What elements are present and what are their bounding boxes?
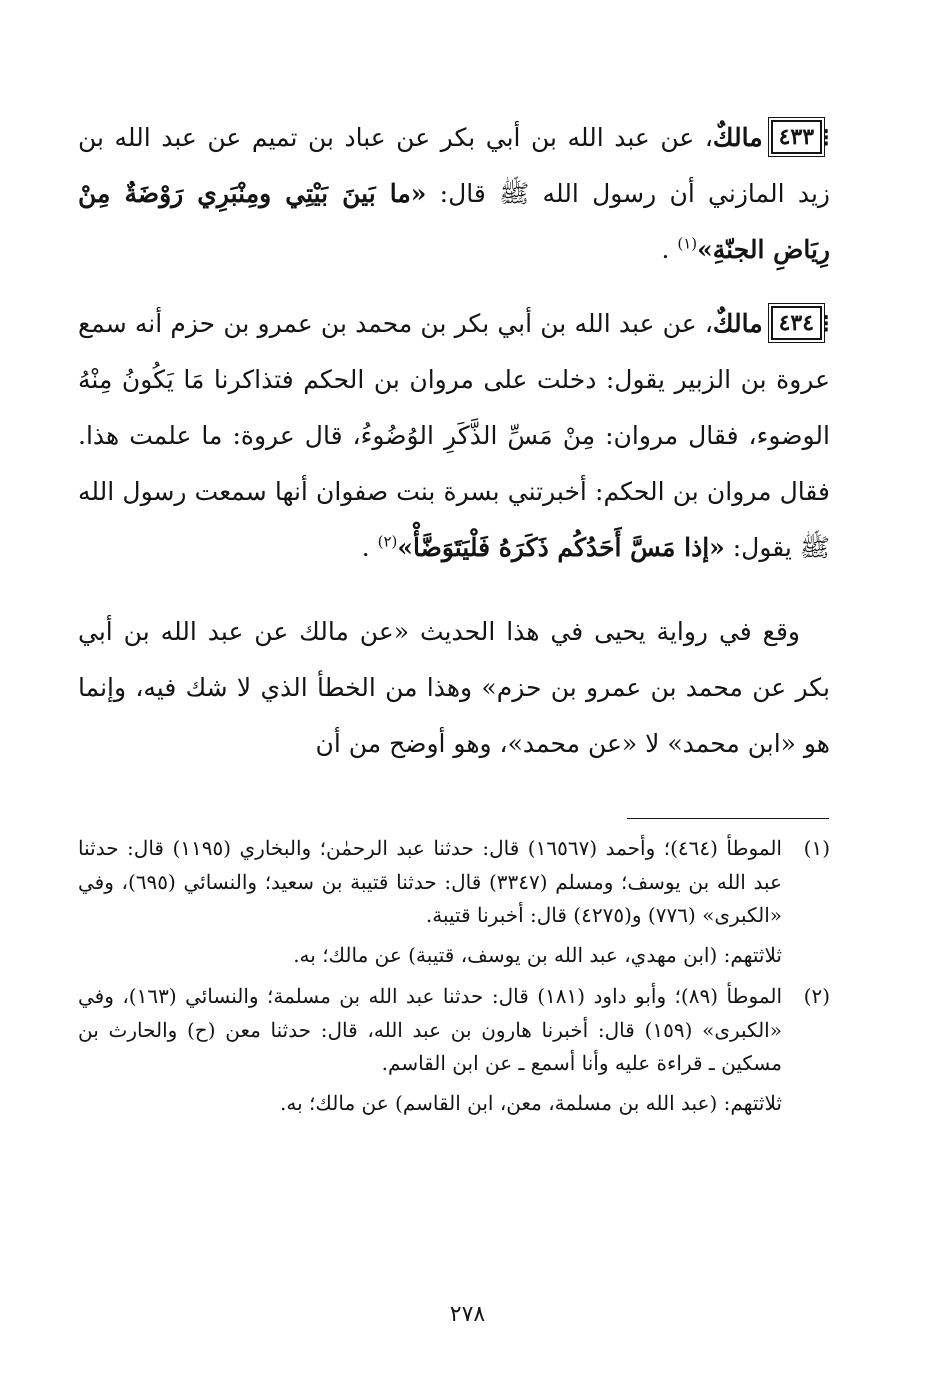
main-text <box>78 110 830 772</box>
commentary-paragraph: وقع في رواية يحيى في هذا الحديث «عن مالك عن عبد الله بن أبي بكر عن محمد بن عمرو بن حزم» وهذا من الخطأ الذي لا شك فيه، وإنما هو «ابن محمد» لا «عن محمد»، وهو أوضح من أن <box>78 617 830 758</box>
ornament-icon: ⁝ <box>822 123 830 152</box>
hadith-quote: «ما بَينَ بَيْتِي ومِنْبَرِي رَوْضَةٌ مِنْ رِيَاضِ الجنّةِ» <box>78 179 830 264</box>
footnote-text: الموطأ (٤٦٤)؛ وأحمد (١٦٥٦٧) قال: حدثنا عبد الرحمٰن؛ والبخاري (١١٩٥) قال: حدثنا عبد الله بن يوسف؛ ومسلم (٣٣٤٧) قال: حدثنا قتيبة بن سعيد؛ والنسائي (٦٩٥)، وفي «الكبرى» (٧٧٦) و(٤٢٧٥) قال: أخبرنا قتيبة. <box>78 836 782 927</box>
period: . <box>361 533 370 562</box>
narrator-name: مالكٌ <box>712 309 763 338</box>
hadith-433 <box>78 110 830 278</box>
hadith-number: ٤٣٣ <box>771 120 822 154</box>
ornament-icon: ⁝ <box>822 309 830 338</box>
narrator-name: مالكٌ <box>712 123 763 152</box>
footnote-number: (١) <box>803 836 830 860</box>
period: . <box>661 235 670 264</box>
footnote-summary: ثلاثتهم: (ابن مهدي، عبد الله بن يوسف، قتيبة) عن مالك؛ به. <box>293 942 782 967</box>
hadith-434 <box>78 296 830 576</box>
page-number: ٢٧٨ <box>449 1302 486 1327</box>
footnote-divider <box>627 818 829 819</box>
footnote-2 <box>78 980 830 1120</box>
footnote-ref[interactable]: (٢) <box>377 532 398 551</box>
hadith-text: ، عن عبد الله بن أبي بكر بن محمد بن عمرو بن حزم أنه سمع عروة بن الزبير يقول: دخلت على مروان بن الحكم فتذاكرنا مَا يَكُونُ مِنْهُ الوضوء، فقال مروان: مِنْ مَسِّ الذَّكَرِ الوُضُوءُ، قال عروة: ما علمت هذا. فقال مروان بن الحكم: أخبرتني بسرة بنت صفوان أنها سمعت رسول الله ﷺ يقول: <box>78 309 830 562</box>
hadith-text: ، عن عبد الله بن أبي بكر عن عباد بن تميم عن عبد الله بن زيد المازني أن رسول الله ﷺ قال: <box>78 123 830 208</box>
footnote-summary: ثلاثتهم: (عبد الله بن مسلمة، معن، ابن القاسم) عن مالك؛ به. <box>280 1090 782 1115</box>
footnote-number: (٢) <box>803 984 830 1008</box>
footnote-ref[interactable]: (١) <box>677 234 698 253</box>
hadith-quote: «إذا مَسَّ أَحَدُكُم ذَكَرَهُ فَلْيَتَوَضَّأْ» <box>397 533 725 562</box>
footnotes-section <box>78 832 830 1120</box>
footnote-text: الموطأ (٨٩)؛ وأبو داود (١٨١) قال: حدثنا عبد الله بن مسلمة؛ والنسائي (١٦٣)، وفي «الكبرى» (١٥٩) قال: أخبرنا هارون بن عبد الله، قال: حدثنا معن (ح) والحارث بن مسكين ـ قراءة عليه وأنا أسمع ـ عن ابن القاسم. <box>78 984 783 1075</box>
footnote-1 <box>78 832 830 972</box>
hadith-number: ٤٣٤ <box>771 306 822 340</box>
